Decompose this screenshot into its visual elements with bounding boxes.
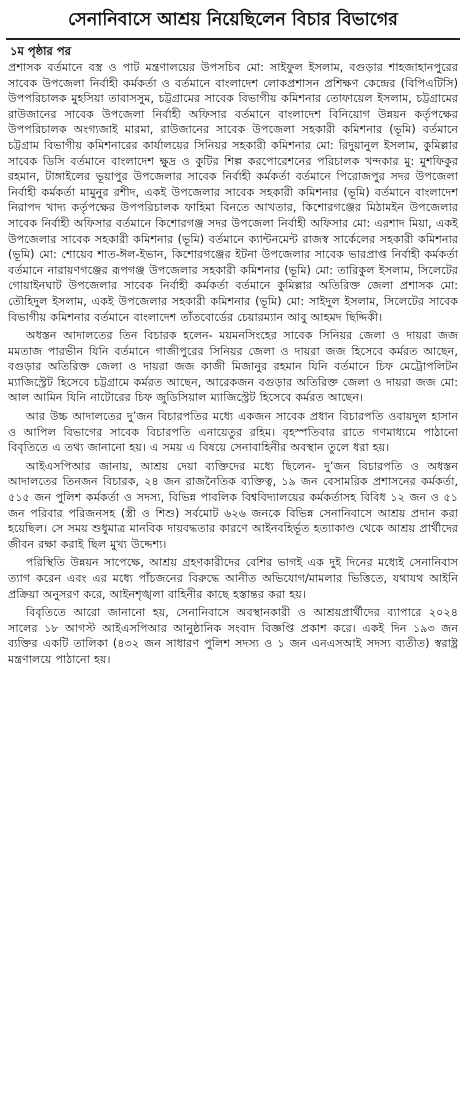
article-paragraph: আর উচ্চ আদালতের দু’জন বিচারপতির মধ্যে একজন সাবেক প্রধান বিচারপতি ওবায়দুল হাসান ও আপিল বিভাগের সাবেক বিচারপতি এনায়েতুর রহিম। বৃহস্পতিবার রাতে গণমাধ্যমে পাঠানো বিবৃতিতে এ তথ্য জানানো হয়। এ সময় এ বিষয়ে সেনাবাহিনীর অবস্থান তুলে ধরা হয়। (8, 410, 458, 455)
article-paragraph: বিবৃতিতে আরো জানানো হয়, সেনানিবাসে অবস্থানকারী ও আশ্রয়প্রার্থীদের ব্যাপারে ২০২৪ সালের ১৮ আগস্ট আইএসপিআর আনুষ্ঠানিক সংবাদ বিজ্ঞপ্তি প্রকাশ করে। একই দিন ১৯৩ জন ব্যক্তির একটি তালিকা (৪৩২ জন সাধারণ পুলিশ সদস্য ও ১ জন এনএসআই সদস্য ব্যতীত) স্বরাষ্ট্র মন্ত্রণালয়ে পাঠানো হয়। (8, 606, 458, 666)
article-paragraph: আইএসপিআর জানায়, আশ্রয় দেয়া ব্যক্তিদের মধ্যে ছিলেন- দু’জন বিচারপতি ও অধস্তন আদালতের তিনজন বিচারক, ২৪ জন রাজনৈতিক ব্যক্তিত্ব, ১৯ জন বেসামরিক প্রশাসনের কর্মকর্তা, ৫১৫ জন পুলিশ কর্মকর্তা ও সদস্য, বিভিন্ন পাবলিক বিশ্ববিদ্যালয়ের কর্মকর্তাসহ বিবিধ ১২ জন ও ৫১ জন পরিবার পরিজনসহ (স্ত্রী ও শিশু) সর্বমোট ৬২৬ জনকে বিভিন্ন সেনানিবাসে আশ্রয় প্রদান করা হয়েছিল। সে সময় শুধুমাত্র মানবিক দায়বদ্ধতার কারণে আইনবহির্ভূত হত্যাকাণ্ড থেকে আশ্রয় প্রার্থীদের জীবন রক্ষা করাই ছিল মুখ্য উদ্দেশ্য। (8, 459, 458, 551)
article-body (6, 60, 460, 668)
article-headline: সেনানিবাসে আশ্রয় নিয়েছিলেন বিচার বিভাগের (68, 10, 398, 30)
continuation-label: ১ম পৃষ্ঠার পর (10, 44, 71, 58)
headline-divider (6, 38, 460, 40)
article-paragraph: পরিস্থিতি উন্নয়ন সাপেক্ষে, আশ্রয় গ্রহণকারীদের বেশির ভাগই এক দুই দিনের মধ্যেই সেনানিবাস ত্যাগ করেন এবং এর মধ্যে পাঁচজনের বিরুদ্ধে আনীত অভিযোগ/মামলার ভিত্তিতে, যথাযথ আইনি প্রক্রিয়া অনুসরণ করে, আইনশৃঙ্খলা বাহিনীর কাছে হস্তান্তর করা হয়। (8, 556, 458, 601)
article-paragraph: অধস্তন আদালতের তিন বিচারক হলেন- ময়মনসিংহের সাবেক সিনিয়র জেলা ও দায়রা জজ মমতাজ পারভীন যিনি বর্তমানে গাজীপুরের সিনিয়র জেলা ও দায়রা জজ হিসেবে কর্মরত আছেন, বগুড়ার অতিরিক্ত জেলা ও দায়রা জজ কাজী মিজানুর রহমান যিনি বর্তমানে চিফ মেট্রোপলিটন ম্যাজিস্ট্রেট হিসেবে চট্টগ্রামে কর্মরত আছেন, আরেকজন বগুড়ার অতিরিক্ত জেলা ও দায়রা জজ মো: আল আমিন যিনি নাটোরের চিফ জুডিসিয়াল ম্যাজিস্ট্রেট হিসেবে কর্মরত আছেন। (8, 329, 458, 405)
article-paragraph: প্রশাসক বর্তমানে বস্ত্র ও পাট মন্ত্রণালয়ের উপসচিব মো: সাইফুল ইসলাম, বগুড়ার শাহজাহানপুরের সাবেক উপজেলা নির্বাহী কর্মকর্তা ও বর্তমানে বাংলাদেশ লোকপ্রশাসন প্রশিক্ষণ কেন্দ্রের (বিপিএটিসি) উপপরিচালক মুহসিয়া তাবাসসুম, চট্টগ্রামের সাবেক বিভাগীয় কমিশনার তোফায়েল ইসলাম, চট্টগ্রামের রাউজানের সাবেক উপজেলা নির্বাহী অফিসার বর্তমানে বাংলাদেশ বিনিয়োগ উন্নয়ন কর্তৃপক্ষের উপপরিচালক অংগ্যজাই মারমা, রাউজানের সাবেক উপজেলা সহকারী কমিশনার (ভূমি) বর্তমানে চট্টগ্রাম বিভাগীয় কমিশনারের কার্যালয়ের সিনিয়র সহকারী কমিশনার মো: রিদুয়ানুল ইসলাম, কুমিল্লার সাবেক ডিসি বর্তমানে বাংলাদেশ ক্ষুদ্র ও কুটির শিল্প করপোরেশনের পরিচালক খন্দকার মু: মুশফিকুর রহমান, টাঙ্গাইলের ভূয়াপুর উপজেলার সাবেক নির্বাহী কর্মকর্তা বর্তমানে পিরোজপুর সদর উপজেলা নির্বাহী কর্মকর্তা মামুনুর রশীদ, একই উপজেলার সাবেক সহকারী কমিশনার (ভূমি) বর্তমানে বাংলাদেশ নিরাপদ খাদ্য কর্তৃপক্ষের উপপরিচালক ফাহিমা বিনতে আখতার, কিশোরগঞ্জের মিঠামইন উপজেলার সাবেক নির্বাহী অফিসার বর্তমানে কিশোরগঞ্জ সদর উপজেলা নির্বাহী অফিসার মো: এরশাদ মিয়া, একই উপজেলার সাবেক সহকারী কমিশনার (ভূমি) বর্তমানে ক্যান্টনমেন্ট রাজস্ব সার্কেলের সহকারী কমিশনার (ভূমি) মো: শোয়েব শাত-ঈল-ইভান, কিশোরগঞ্জের ইটনা উপজেলার সাবেক ভারপ্রাপ্ত নির্বাহী কর্মকর্তা বর্তমানে নারায়ণগঞ্জের রূপগঞ্জ উপজেলার সহকারী কমিশনার (ভূমি) মো: তারিকুল ইসলাম, সিলেটের গোয়াইনঘাট উপজেলার সাবেক নির্বাহী কর্মকর্তা বর্তমানে কুমিল্লার অতিরিক্ত জেলা প্রশাসক মো: তৌহিদুল ইসলাম, একই উপজেলার সহকারী কমিশনার (ভূমি) মো: সাইদুল ইসলাম, সিলেটের সাবেক বিভাগীয় কমিশনার বর্তমানে বাংলাদেশ তাঁতবোর্ডের চেয়ারম্যান আবু আহমদ ছিদ্দিকী। (8, 61, 458, 324)
